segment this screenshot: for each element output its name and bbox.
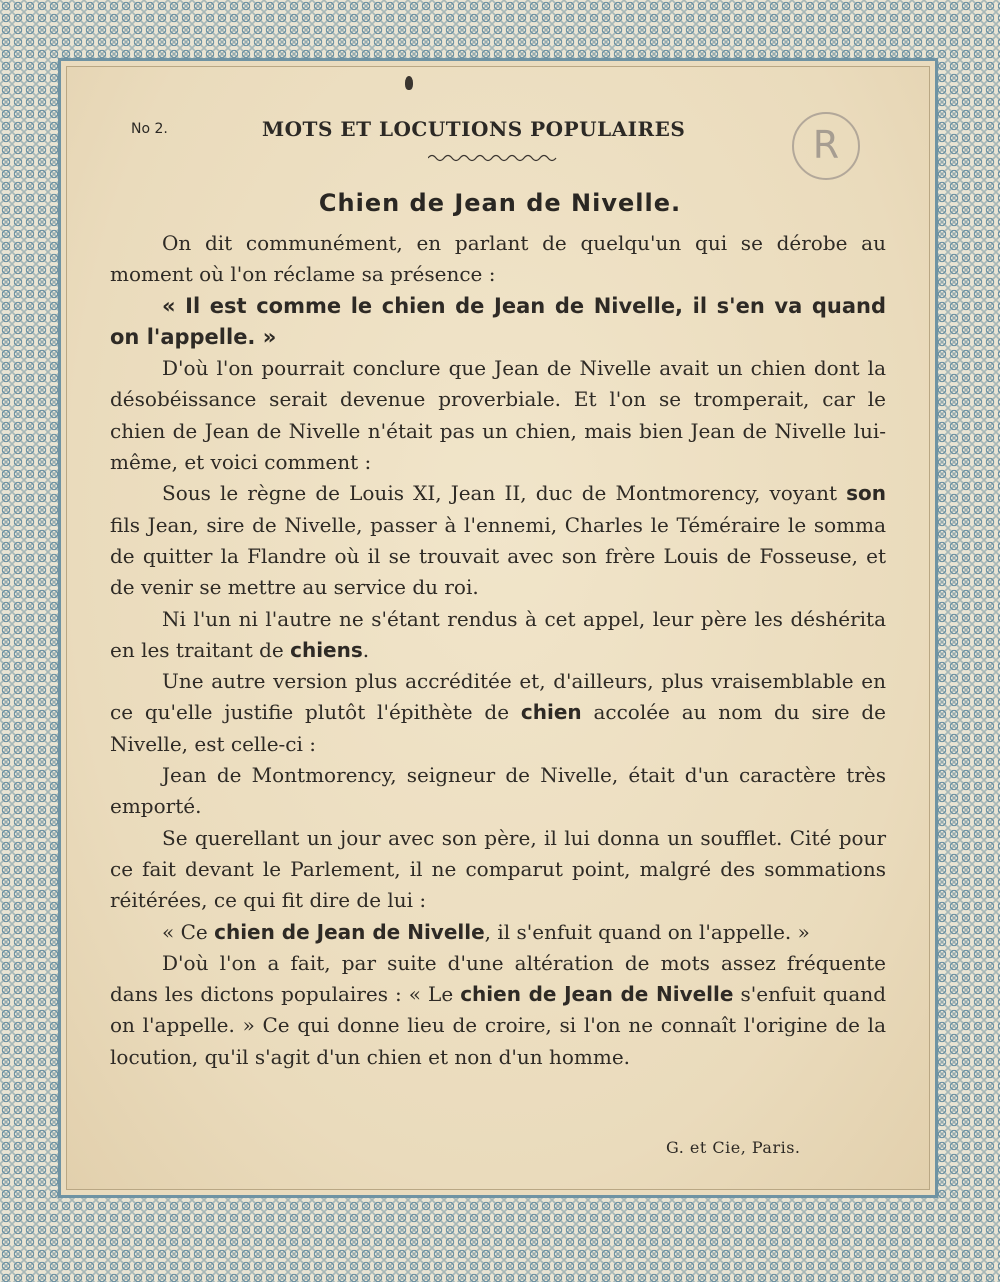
- series-title: MOTS ET LOCUTIONS POPULAIRES: [262, 117, 686, 141]
- quote-paragraph: « Il est comme le chien de Jean de Nivelle, il s'en va quand on l'appelle. »: [110, 293, 886, 349]
- paragraph-5: Ni l'un ni l'autre ne s'étant rendus à cet appel, leur père les déshérita en les traitant de chiens.: [110, 606, 886, 662]
- printer-imprint: G. et Cie, Paris.: [666, 1138, 801, 1157]
- paragraph-6: Une autre version plus accréditée et, d'ailleurs, plus vraisemblable en ce qu'elle justifie plutôt l'épithète de chien accolée au nom du sire de Nivelle, est celle-ci :: [110, 669, 886, 756]
- paragraph-10: D'où l'on a fait, par suite d'une altération de mots assez fréquente dans les dictons populaires : « Le chien de Jean de Nivelle s'enfuit quand on l'appelle. » Ce qui donne lieu de croire, si l'on ne connaît l'origine de la locution, qu'il s'agit d'un chien et non d'un homme.: [110, 950, 886, 1069]
- paragraph-8: Se querellant un jour avec son père, il lui donna un soufflet. Cité pour ce fait devant le Parlement, il ne comparut point, malgré des sommations réitérées, ce qui fit dire de lui :: [110, 825, 886, 913]
- wavy-ornament-icon: [428, 153, 560, 163]
- paragraph-7: Jean de Montmorency, seigneur de Nivelle, était d'un caractère très emporté.: [110, 763, 886, 819]
- paragraph-1: On dit communément, en parlant de quelqu'un qui se dérobe au moment où l'on réclame sa présence :: [110, 231, 886, 287]
- paragraph-4: Sous le règne de Louis XI, Jean II, duc de Montmorency, voyant son fils Jean, sire de Nivelle, passer à l'ennemi, Charles le Téméraire le somma de quitter la Flandre où il se trouvait avec son frère Louis de Fosseuse, et de venir se mettre au service du roi.: [110, 481, 887, 600]
- library-stamp: R: [792, 112, 860, 180]
- paragraph-3: D'où l'on pourrait conclure que Jean de Nivelle avait un chien dont la désobéissance serait devenue proverbiale. Et l'on se tromperait, car le chien de Jean de Nivelle n'était pas un chien, mais bien Jean de Nivelle lui-même, et voici comment :: [110, 356, 886, 475]
- document-title: Chien de Jean de Nivelle.: [318, 189, 682, 217]
- paragraph-9: « Ce chien de Jean de Nivelle, il s'enfuit quand on l'appelle. »: [162, 919, 810, 944]
- sheet-number: No 2.: [131, 121, 168, 137]
- ink-mark: [405, 76, 413, 90]
- body-text: [110, 228, 886, 1073]
